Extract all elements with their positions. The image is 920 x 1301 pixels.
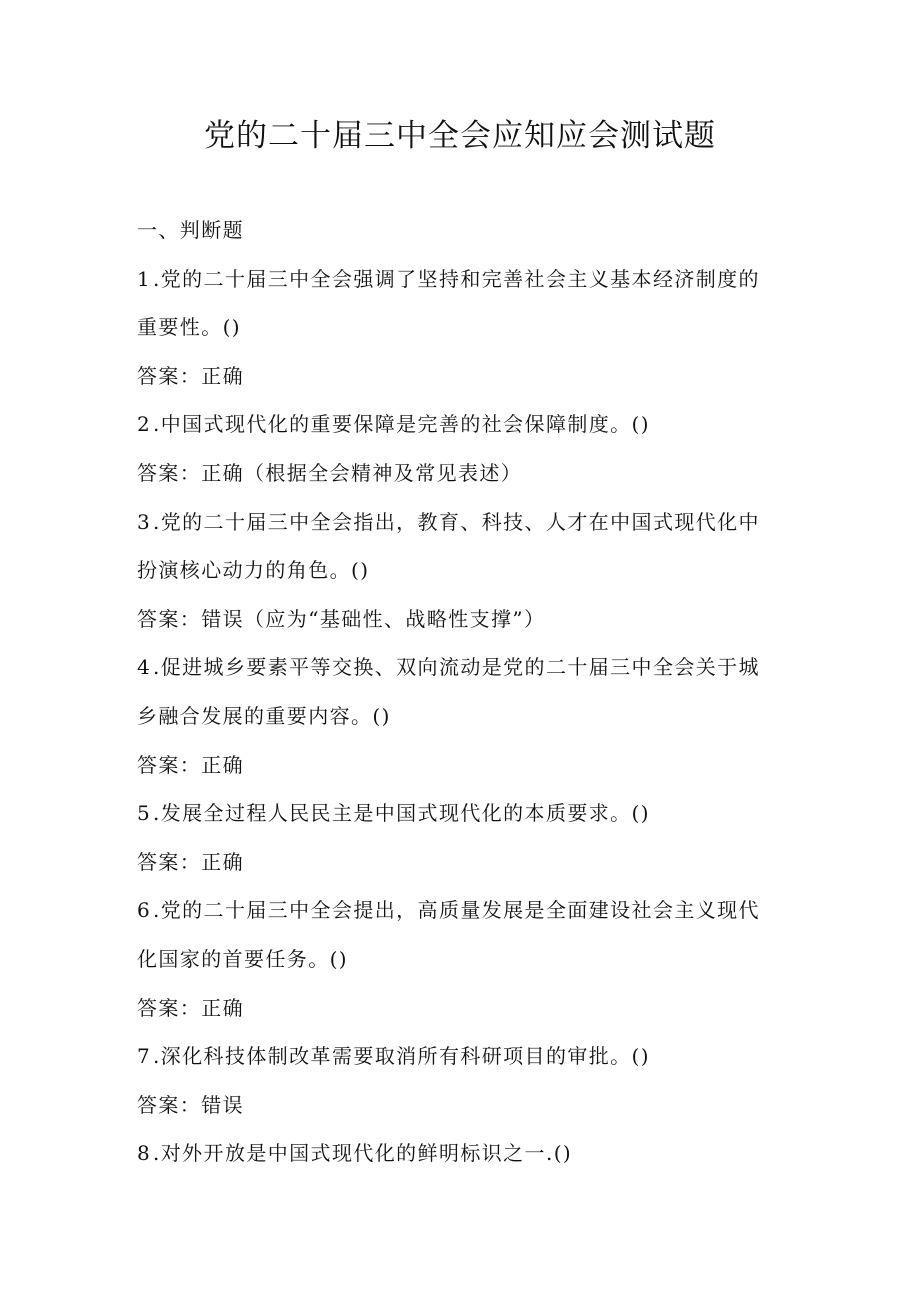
answer-2: 答案：正确（根据全会精神及常见表述） bbox=[137, 460, 523, 485]
question-number: 1 bbox=[137, 266, 152, 291]
answer-3: 答案：错误（应为“基础性、战略性支撑”） bbox=[137, 606, 546, 631]
question-number: 6 bbox=[137, 898, 152, 923]
answer-6: 答案：正确 bbox=[137, 995, 244, 1020]
question-6-line-2: 化国家的首要任务。() bbox=[137, 946, 349, 971]
answer-4: 答案：正确 bbox=[137, 752, 244, 777]
question-4-line-2: 乡融合发展的重要内容。() bbox=[137, 703, 391, 728]
question-list bbox=[137, 206, 787, 1178]
question-1-line-1: 1.党的二十届三中全会强调了坚持和完善社会主义基本经济制度的 bbox=[137, 255, 787, 304]
question-3-line-1: 3.党的二十届三中全会指出，教育、科技、人才在中国式现代化中 bbox=[137, 498, 787, 547]
question-3-line-2: 扮演核心动力的角色。() bbox=[137, 558, 370, 583]
question-number: 3 bbox=[137, 509, 152, 534]
question-4-line-1: 4.促进城乡要素平等交换、双向流动是党的二十届三中全会关于城 bbox=[137, 643, 787, 692]
question-number: 8 bbox=[137, 1141, 152, 1166]
question-number: 4 bbox=[137, 655, 152, 680]
question-6-line-1: 6.党的二十届三中全会提出，高质量发展是全面建设社会主义现代 bbox=[137, 886, 787, 935]
question-5-line-1: 5.发展全过程人民民主是中国式现代化的本质要求。() bbox=[137, 789, 787, 838]
question-number: 7 bbox=[137, 1044, 152, 1069]
question-number: 2 bbox=[137, 412, 152, 437]
question-1-line-2: 重要性。() bbox=[137, 315, 242, 340]
question-2-line-1: 2.中国式现代化的重要保障是完善的社会保障制度。() bbox=[137, 400, 787, 449]
question-7-line-1: 7.深化科技体制改革需要取消所有科研项目的审批。() bbox=[137, 1032, 787, 1081]
question-number: 5 bbox=[137, 801, 152, 826]
answer-7: 答案：错误 bbox=[137, 1092, 244, 1117]
section-heading: 一、判断题 bbox=[137, 218, 244, 242]
question-8-line-1: 8.对外开放是中国式现代化的鲜明标识之一.() bbox=[137, 1129, 787, 1178]
answer-1: 答案：正确 bbox=[137, 363, 244, 388]
page-title: 党的二十届三中全会应知应会测试题 bbox=[204, 118, 716, 154]
answer-5: 答案：正确 bbox=[137, 849, 244, 874]
